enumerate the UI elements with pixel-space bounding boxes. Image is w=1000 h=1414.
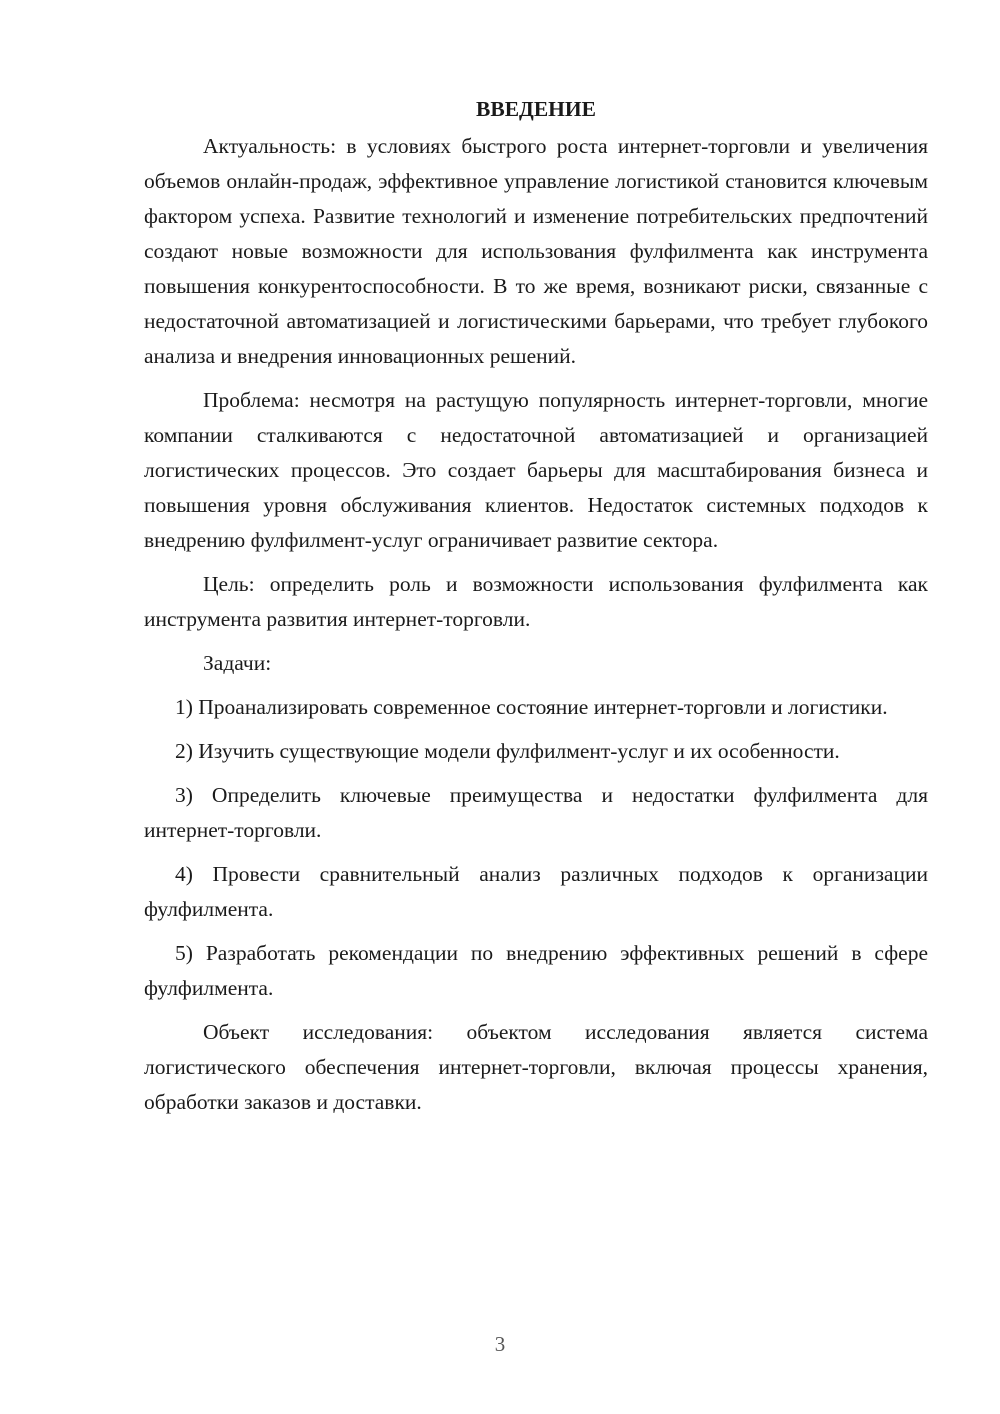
tasks-heading: Задачи:: [203, 651, 272, 675]
task-item: 2) Изучить существующие модели фулфилмент-услуг и их особенности.: [175, 739, 840, 763]
task-item: 5) Разработать рекомендации по внедрению эффективных решений в сфере фулфилмента.: [144, 941, 928, 1000]
page-number: 3: [494, 1332, 506, 1356]
section-title: ВВЕДЕНИЕ: [476, 97, 596, 121]
task-item: 1) Проанализировать современное состояние интернет-торговли и логистики.: [175, 695, 888, 719]
document-page: [144, 92, 928, 1120]
task-item: 3) Определить ключевые преимущества и недостатки фулфилмента для интернет-торговли.: [144, 783, 928, 842]
paragraph-problem: Проблема: несмотря на растущую популярность интернет-торговли, многие компании сталкиваются с недостаточной автоматизацией и организацией логистических процессов. Это создает барьеры для масштабирования бизнеса и повышения уровня обслуживания клиентов. Недостаток системных подходов к внедрению фулфилмент-услуг ограничивает развитие сектора.: [144, 388, 928, 552]
paragraph-object: Объект исследования: объектом исследования является система логистического обеспечения интернет-торговли, включая процессы хранения, обработки заказов и доставки.: [144, 1020, 928, 1114]
paragraph-relevance: Актуальность: в условиях быстрого роста интернет-торговли и увеличения объемов онлайн-продаж, эффективное управление логистикой становится ключевым фактором успеха. Развитие технологий и изменение потребительских предпочтений создают новые возможности для использования фулфилмента как инструмента повышения конкурентоспособности. В то же время, возникают риски, связанные с недостаточной автоматизацией и логистическими барьерами, что требует глубокого анализа и внедрения инновационных решений.: [144, 134, 928, 368]
task-item: 4) Провести сравнительный анализ различных подходов к организации фулфилмента.: [144, 862, 928, 921]
paragraph-goal: Цель: определить роль и возможности использования фулфилмента как инструмента развития интернет-торговли.: [144, 572, 928, 631]
